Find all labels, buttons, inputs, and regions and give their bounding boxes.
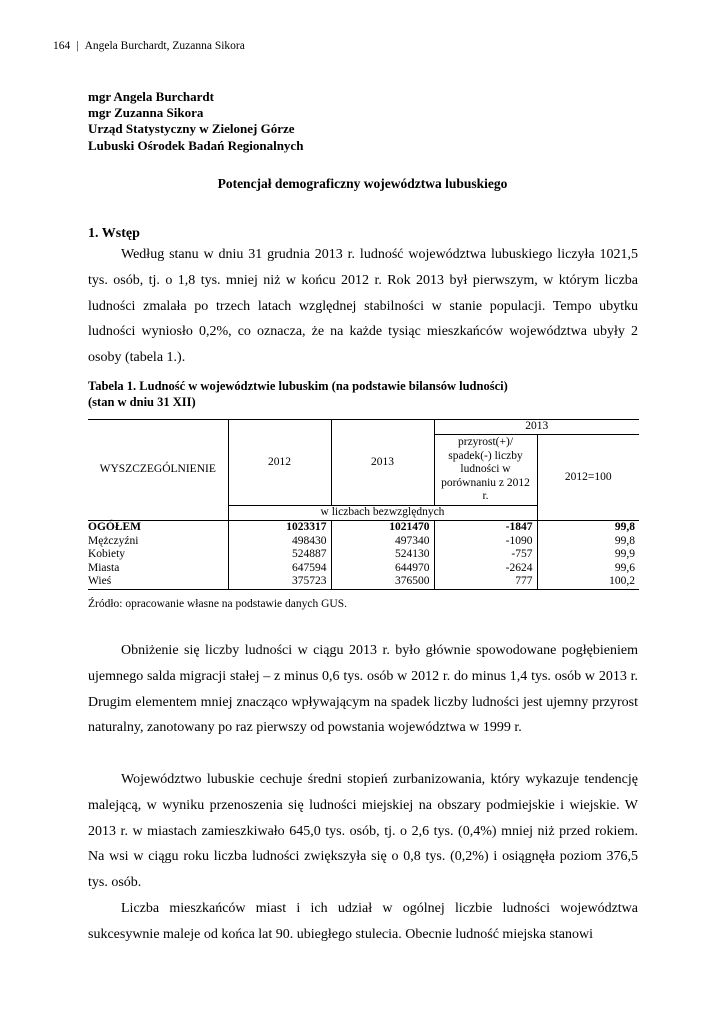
table-header-label: WYSZCZEGÓLNIENIE xyxy=(88,420,228,521)
table-row xyxy=(88,575,639,589)
table-caption-line-1: Tabela 1. Ludność w województwie lubuskim (na podstawie bilansów ludności) xyxy=(88,379,508,393)
paper-title: Potencjał demograficzny województwa lubuskiego xyxy=(217,176,508,191)
paragraph-2-text: Obniżenie się liczby ludności w ciągu 2013 r. było głównie spowodowane pogłębieniem ujemnego salda migracji stałej – z minus 0,6 tys. osób w 2012 r. do minus 1,4 tys. osób w 2013 r. Drugim elementem mniej znacząco wpływającym na spadek liczby ludności jest ujemny przyrost naturalny, zanotowany po raz pierwszy od powstania województwa w 1999 r. xyxy=(88,643,638,736)
row-index: 99,8 xyxy=(537,535,639,549)
row-value-2012: 375723 xyxy=(228,575,331,589)
row-label: OGÓŁEM xyxy=(88,521,228,535)
table-header-index: 2012=100 xyxy=(537,435,639,521)
row-change: 777 xyxy=(434,575,537,589)
table-row xyxy=(88,562,639,576)
section-heading: 1. Wstęp xyxy=(88,226,140,241)
row-value-2013: 497340 xyxy=(331,535,434,549)
row-value-2012: 524887 xyxy=(228,548,331,562)
paragraph-4-text: Liczba mieszkańców miast i ich udział w ogólnej liczbie ludności województwa sukcesywnie maleje od końca lat 90. ubiegłego stulecia. Obecnie ludność miejska stanowi xyxy=(88,901,638,942)
header-authors: Angela Burchardt, Zuzanna Sikora xyxy=(84,40,245,52)
table-header-group-2013: 2013 xyxy=(434,420,639,435)
paragraph-1-text: Według stanu w dniu 31 grudnia 2013 r. ludność województwa lubuskiego liczyła 1021,5 tys. osób, tj. o 1,8 tys. mniej niż w końcu 2012 r. Rok 2013 był pierwszym, w którym liczba ludności zmalała po trzech latach względnej stabilności w stanie populacji. Tempo ubytku ludności wyniosło 0,2%, co oznacza, że na każde tysiąc mieszkańców województwa ubyły 2 osoby (tabela 1.). xyxy=(88,247,638,366)
table-header-units: w liczbach bezwzględnych xyxy=(228,506,537,521)
row-change: -757 xyxy=(434,548,537,562)
row-value-2012: 647594 xyxy=(228,562,331,576)
row-value-2012: 498430 xyxy=(228,535,331,549)
paragraph-4 xyxy=(88,896,638,948)
row-value-2013: 376500 xyxy=(331,575,434,589)
row-change: -2624 xyxy=(434,562,537,576)
row-value-2013: 1021470 xyxy=(331,521,434,535)
table-row xyxy=(88,535,639,549)
institution: Urząd Statystyczny w Zielonej Górze xyxy=(88,121,295,137)
department: Lubuski Ośrodek Badań Regionalnych xyxy=(88,137,304,153)
table-caption-line-2: (stan w dniu 31 XII) xyxy=(88,394,196,409)
row-value-2012: 1023317 xyxy=(228,521,331,535)
row-change: -1847 xyxy=(434,521,537,535)
table-caption xyxy=(88,379,508,410)
table-header-change: przyrost(+)/ spadek(-) liczby ludności w porównaniu z 2012 r. xyxy=(434,435,537,506)
table-row xyxy=(88,521,639,535)
row-value-2013: 524130 xyxy=(331,548,434,562)
row-label: Wieś xyxy=(88,575,228,589)
header-separator: | xyxy=(76,40,79,52)
row-label: Miasta xyxy=(88,561,120,574)
row-index: 99,8 xyxy=(537,521,639,535)
author-affiliation xyxy=(88,89,303,154)
row-index: 100,2 xyxy=(537,575,639,589)
table-source: Źródło: opracowanie własne na podstawie danych GUS. xyxy=(88,598,347,610)
author-2: mgr Zuzanna Sikora xyxy=(88,105,204,121)
row-label: Kobiety xyxy=(88,548,126,560)
table-header-2013: 2013 xyxy=(331,420,434,506)
row-index: 99,6 xyxy=(537,562,639,576)
paragraph-1 xyxy=(88,242,638,371)
table-row xyxy=(88,548,639,562)
page-number: 164 xyxy=(53,40,71,52)
row-value-2013: 644970 xyxy=(331,562,434,576)
running-header xyxy=(53,40,245,52)
population-table xyxy=(88,419,639,590)
paragraph-2 xyxy=(88,638,638,741)
row-index: 99,9 xyxy=(537,548,639,562)
row-change: -1090 xyxy=(434,535,537,549)
author-1: mgr Angela Burchardt xyxy=(88,89,214,104)
table-header-2012: 2012 xyxy=(228,420,331,506)
row-label: Mężczyźni xyxy=(88,534,139,547)
paragraph-3 xyxy=(88,767,638,896)
paragraph-3-text: Województwo lubuskie cechuje średni stopień zurbanizowania, który wykazuje tendencję malejącą, w wyniku przenoszenia się ludności miejskiej na obszary podmiejskie i wiejskie. W 2013 r. w miastach zamieszkiwało 645,0 tys. osób, tj. o 2,6 tys. (0,4%) mniej niż przed rokiem. Na wsi w ciągu roku liczba ludności zwiększyła się o 0,8 tys. (0,2%) i osiągnęła poziom 376,5 tys. osób. xyxy=(88,772,638,891)
